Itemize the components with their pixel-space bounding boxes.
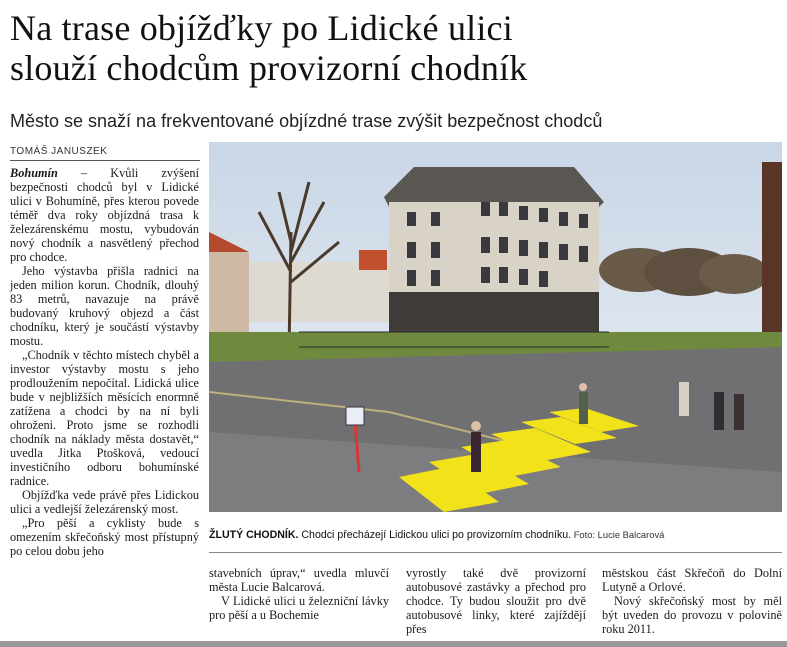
caption-rule bbox=[209, 552, 782, 553]
paragraph-1-text: – Kvůli zvýšení bezpečnosti chodců byl v Lidické ulici v Bohumíně, přes kterou povede téměř dva roky objízdná trasa k železárenskému mostu, vybudován nový chodník a nasvětlený přechod pro chodce. bbox=[10, 166, 199, 264]
paragraph-1 bbox=[10, 166, 199, 264]
paragraph-4: Objížďka vede právě přes Lidickou ulici a vedlejší železárenský most. bbox=[10, 488, 199, 516]
paragraph-3: „Chodník v těchto místech chyběl a investor výstavby mostu s jeho prodloužením nepočítal. Lidická ulice bude v nejbližších měsících enormně zatížena a chodci by na ní byli ohroženi. Proto jsme se rozhodli chodník na náklady města dostavět,“ uvedla Jitka Ptošková, vedoucí investičního odboru bohumínské radnice. bbox=[10, 348, 199, 488]
right-building bbox=[762, 162, 782, 342]
caption-text: Chodci přecházejí Lidickou ulici po provizorním chodníku. bbox=[298, 529, 572, 541]
headline-line-1: Na trase objížďky po Lidické ulici bbox=[10, 8, 513, 48]
col4-paragraph-1: městskou část Skřečoň do Dolní Lutyně a Orlové. bbox=[602, 566, 782, 594]
subheadline: Město se snaží na frekventované objízdné trase zvýšit bezpečnost chodců bbox=[10, 111, 603, 131]
byline: TOMÁŠ JANUSZEK bbox=[10, 146, 108, 157]
paragraph-5: „Pro pěší a cyklisty bude s omezením skřečoňský most přístupný po celou dobu jeho bbox=[10, 516, 199, 558]
dateline: Bohumín bbox=[10, 166, 58, 180]
article-column-2 bbox=[209, 566, 389, 622]
col2-paragraph-1: stavebních úprav,“ uvedla mluvčí města Lucie Balcarová. bbox=[209, 566, 389, 594]
photo-illustration bbox=[209, 142, 782, 512]
page-edge bbox=[0, 641, 787, 647]
article-column-4 bbox=[602, 566, 782, 636]
col4-paragraph-2: Nový skřečoňský most by měl být uveden do provozu v polovině roku 2011. bbox=[602, 594, 782, 636]
col2-paragraph-2: V Lidické ulici u železniční lávky pro pěší a u Bochemie bbox=[209, 594, 389, 622]
main-building bbox=[384, 167, 604, 334]
col3-paragraph-1: vyrostly také dvě provizorní autobusové zastávky a přechod pro chodce. Ty budou sloužit pro dvě autobusové linky, které zajíždějí přes bbox=[406, 566, 586, 636]
article-photo bbox=[209, 142, 782, 512]
tree-line bbox=[599, 248, 769, 296]
headline bbox=[10, 8, 780, 88]
byline-rule bbox=[10, 160, 200, 161]
article-column-3 bbox=[406, 566, 586, 636]
photo-credit: Foto: Lucie Balcarová bbox=[571, 529, 665, 540]
headline-line-2: slouží chodcům provizorní chodník bbox=[10, 48, 528, 88]
paragraph-2: Jeho výstavba přišla radnici na jeden milion korun. Chodník, dlouhý 83 metrů, navazuje na právě budovaný kruhový objezd a část chodníku, který je součástí výstavby mostu. bbox=[10, 264, 199, 348]
article-column-1 bbox=[10, 166, 199, 558]
photo-caption bbox=[209, 528, 782, 542]
caption-title: ŽLUTÝ CHODNÍK. bbox=[209, 529, 299, 541]
